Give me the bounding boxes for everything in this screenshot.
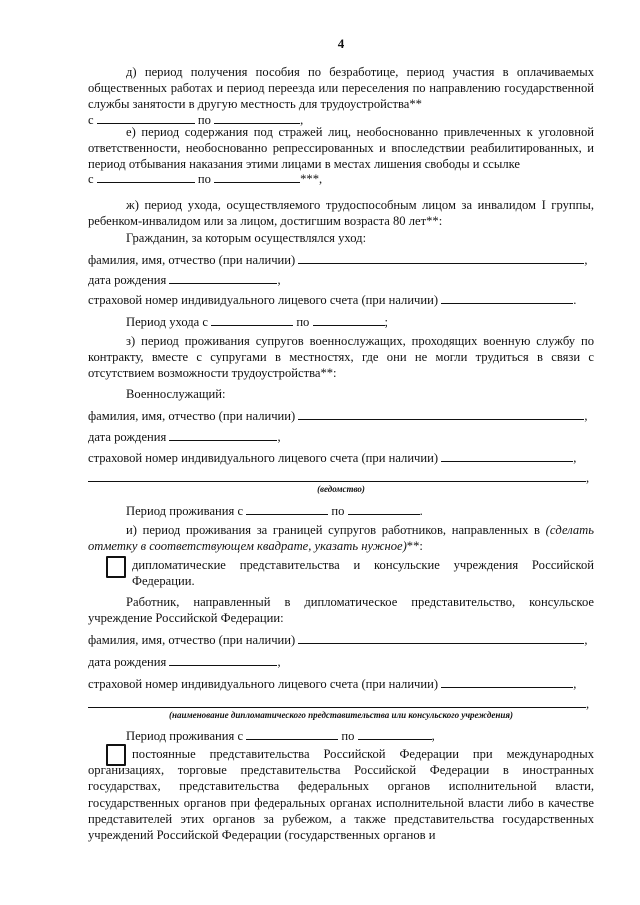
date-to-field[interactable] [313, 314, 385, 326]
i-fio-row [88, 632, 594, 648]
to-label: по [197, 113, 211, 127]
z-snils-row [88, 450, 594, 466]
date-to-field[interactable] [358, 728, 432, 740]
i-snils-row [88, 676, 594, 692]
fio-field[interactable] [298, 252, 584, 264]
i-text-suffix: **: [406, 539, 423, 554]
agency-caption: (ведомство) [317, 484, 365, 494]
fio-label: фамилия, имя, отчество (при наличии) [88, 409, 296, 423]
section-i-text [88, 522, 594, 554]
birth-label: дата рождения [88, 655, 167, 669]
birth-field[interactable] [169, 272, 277, 284]
punct: , [586, 697, 590, 711]
snils-field[interactable] [441, 292, 573, 304]
z-fio-row [88, 408, 594, 424]
birth-label: дата рождения [88, 273, 167, 287]
date-from-field[interactable] [97, 112, 195, 124]
i-period-row [126, 728, 632, 744]
punct: , [584, 633, 588, 647]
mission-caption: (наименование дипломатического представительства или консульского учреждения) [169, 710, 513, 720]
zh-birth-row [88, 272, 594, 288]
punct: ; [384, 315, 389, 329]
zh-snils-row [88, 292, 594, 308]
zh-period-row [126, 314, 632, 330]
punct: , [586, 471, 590, 485]
i-text-italic: (сделать отметку в соответствующем квадрате, указать нужное) [88, 523, 594, 554]
agency-field[interactable] [88, 481, 586, 482]
section-z-text: з) период проживания супругов военнослужащих, проходящих военную службу по контракту, вместе с супругами в местностях, где они не могли трудиться в связи с отсутствием возможности трудоустройства**: [88, 334, 594, 381]
to-label: по [341, 729, 355, 743]
from-label: с [88, 172, 94, 186]
worker-label: Работник, направленный в дипломатическое представительство, консульское учреждение Российской Федерации: [88, 595, 594, 626]
snils-label: страховой номер индивидуального лицевого счета (при наличии) [88, 451, 439, 465]
punct: . [419, 504, 423, 518]
period-from-label: Период проживания с [126, 504, 244, 518]
snils-label: страховой номер индивидуального лицевого счета (при наличии) [88, 677, 439, 691]
citizen-label: Гражданин, за которым осуществлялся уход: [126, 231, 367, 245]
date-from-field[interactable] [211, 314, 293, 326]
date-to-field[interactable] [348, 503, 420, 515]
i-birth-row [88, 654, 594, 670]
punct: , [277, 273, 281, 287]
diplomatic-checkbox[interactable] [106, 556, 126, 578]
period-from-label: Период проживания с [126, 729, 244, 743]
section-e-period [88, 171, 594, 187]
to-label: по [331, 504, 345, 518]
z-period-row [126, 503, 632, 519]
section-zh-text: ж) период ухода, осуществляемого трудоспособным лицом за инвалидом I группы, ребенком-инвалидом или за лицом, достигшим возраста 80 лет**: [88, 198, 594, 229]
zh-fio-row [88, 252, 594, 268]
punct: , [277, 655, 281, 669]
to-label: по [296, 315, 310, 329]
option-diplomatic: дипломатические представительства и консульские учреждения Российской Федерации. [132, 558, 594, 589]
punct: , [584, 253, 588, 267]
section-d-text: д) период получения пособия по безработице, период участия в оплачиваемых общественных работах и период переезда или переселения по направлению государственной службы занятости в другую местность для трудоустройства** [88, 65, 594, 112]
punct: , [573, 677, 577, 691]
i-text-prefix: и) период проживания за границей супругов работников, направленных в [126, 523, 540, 537]
snils-label: страховой номер индивидуального лицевого счета (при наличии) [88, 293, 439, 307]
birth-field[interactable] [169, 654, 277, 666]
birth-field[interactable] [169, 429, 277, 441]
fio-label: фамилия, имя, отчество (при наличии) [88, 253, 296, 267]
fio-field[interactable] [298, 632, 584, 644]
fio-field[interactable] [298, 408, 584, 420]
serviceman-label: Военнослужащий: [126, 387, 226, 401]
date-from-field[interactable] [246, 503, 328, 515]
punct: , [277, 430, 281, 444]
punct: , [300, 113, 304, 127]
snils-field[interactable] [441, 450, 573, 462]
option-permanent-missions: постоянные представительства Российской Федерации при международных организациях, торговые представительства Российской Федерации в иностранных государствах, представительства федеральных органов исполнительной власти, государственных органов при федеральных органах исполнительной власти либо в качестве представителей этих органов за рубежом, а также представительства государственных учреждений Российской Федерации (государственных органов и [88, 747, 594, 843]
section-e-text: е) период содержания под стражей лиц, необоснованно привлеченных к уголовной ответственности, необоснованно репрессированных и впоследствии реабилитированных, и период отбывания наказания этими лицами в местах лишения свободы и ссылке [88, 125, 594, 172]
page-number: 4 [337, 36, 345, 51]
date-to-field[interactable] [214, 171, 300, 183]
fio-label: фамилия, имя, отчество (при наличии) [88, 633, 296, 647]
to-label: по [197, 172, 211, 186]
punct: , [431, 729, 435, 743]
period-from-label: Период ухода с [126, 315, 208, 329]
date-from-field[interactable] [246, 728, 338, 740]
punct: , [584, 409, 588, 423]
snils-field[interactable] [441, 676, 573, 688]
punct: , [573, 451, 577, 465]
punct: . [573, 293, 577, 307]
z-birth-row [88, 429, 594, 445]
punct: ***, [300, 172, 323, 186]
date-from-field[interactable] [97, 171, 195, 183]
form-page [88, 0, 594, 905]
birth-label: дата рождения [88, 430, 167, 444]
date-to-field[interactable] [214, 112, 300, 124]
from-label: с [88, 113, 94, 127]
mission-name-field[interactable] [88, 707, 586, 708]
